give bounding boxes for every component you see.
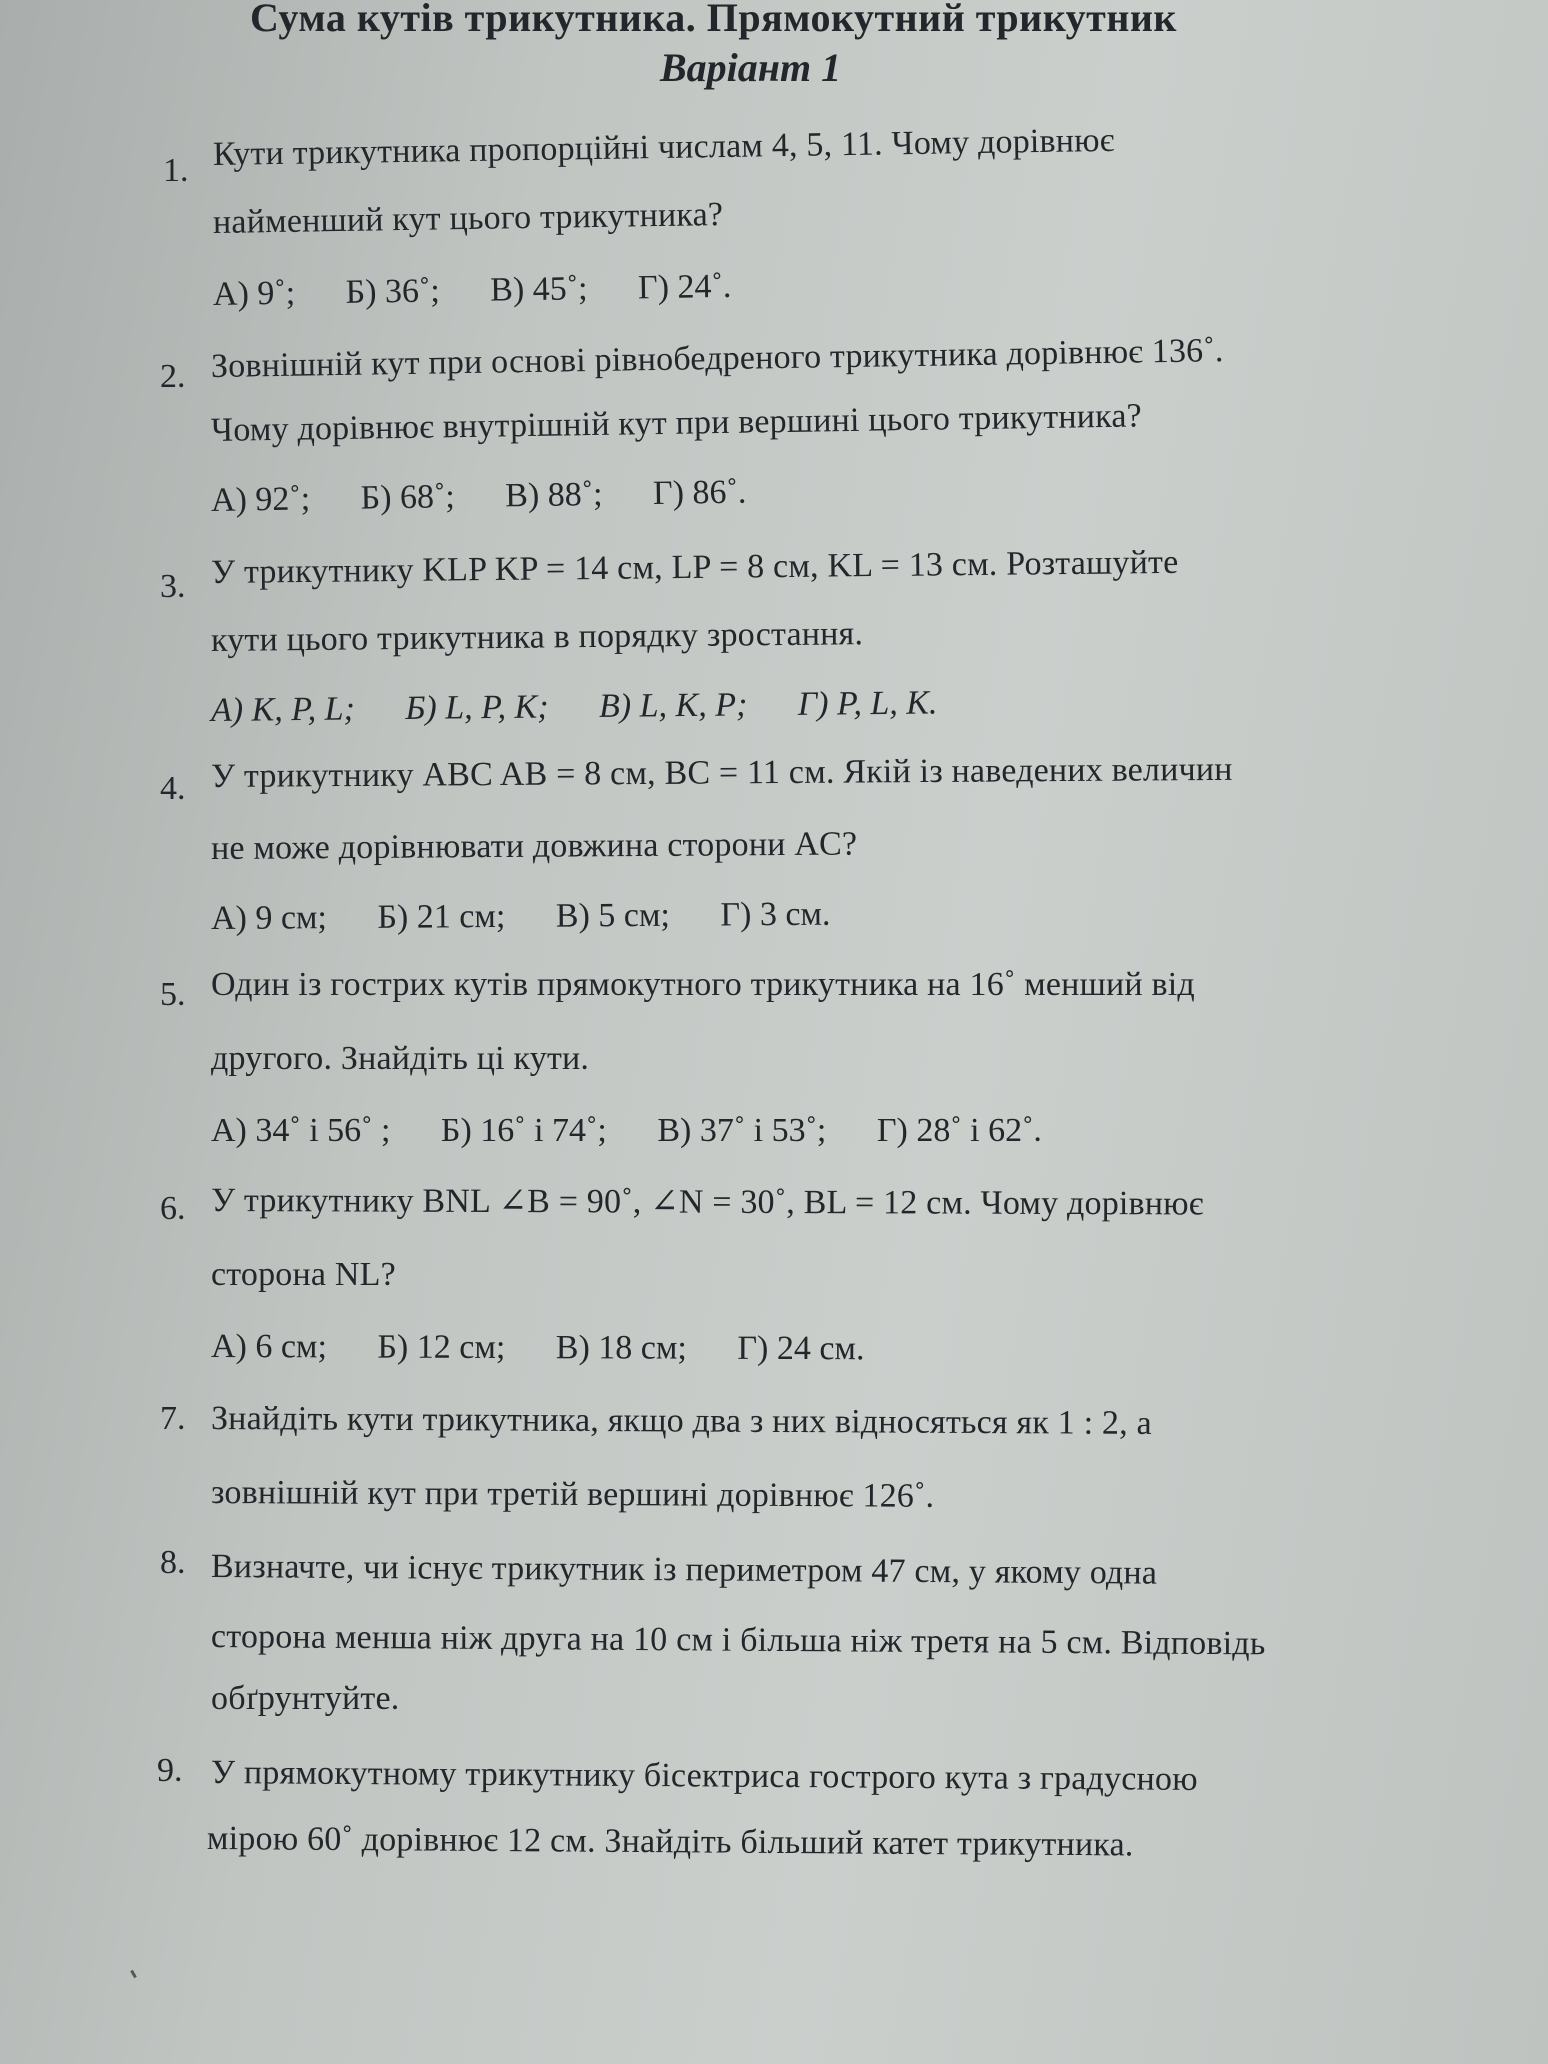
question-text-line: У трикутнику ABC AB = 8 см, BC = 11 см. Якій із наведених величин xyxy=(210,750,1233,795)
question-number: 7. xyxy=(160,1400,186,1437)
answer-option: Б) 16˚ і 74˚; xyxy=(440,1112,607,1149)
question-text-line: кути цього трикутника в порядку зростання. xyxy=(210,615,864,659)
answer-options xyxy=(211,1328,907,1368)
question-number: 6. xyxy=(160,1190,186,1227)
answer-option: Г) 86˚. xyxy=(652,473,747,513)
answer-option: Б) 12 см; xyxy=(377,1328,506,1367)
answer-option: В) 18 см; xyxy=(555,1329,687,1367)
answer-options xyxy=(211,684,980,730)
question-number: 2. xyxy=(160,358,186,395)
variant-heading: Варіант 1 xyxy=(660,45,842,90)
answer-option: Г) 24 см. xyxy=(737,1329,865,1368)
question-text-line: сторона NL? xyxy=(211,1256,396,1293)
question-text-line: Кути трикутника пропорційні числам 4, 5, 11. Чому дорівнює xyxy=(212,121,1115,173)
answer-option: В) 88˚; xyxy=(504,475,603,515)
question-text-line: У трикутнику BNL ∠B = 90˚, ∠N = 30˚, BL = 12 см. Чому дорівнює xyxy=(210,1182,1204,1223)
question-text-line: обґрунтуйте. xyxy=(211,1680,400,1717)
answer-option: А) 34˚ і 56˚ ; xyxy=(211,1112,391,1149)
answer-option: Г) 3 см. xyxy=(720,895,831,934)
answer-option: Б) 36˚; xyxy=(345,272,441,311)
answer-option: А) 9 см; xyxy=(210,899,328,937)
answer-option: В) 45˚; xyxy=(489,270,588,309)
question-number: 4. xyxy=(160,770,186,807)
question-number: 3. xyxy=(160,568,186,605)
question-text-line: У трикутнику KLP KP = 14 см, LP = 8 см, KL = 13 см. Розташуйте xyxy=(210,543,1179,591)
question-text-line: зовнішній кут при третій вершині дорівнює 126˚. xyxy=(210,1474,935,1515)
question-text-line: мірою 60˚ дорівнює 12 см. Знайдіть більший катет трикутника. xyxy=(206,1820,1134,1864)
answer-option: В) 5 см; xyxy=(555,896,671,935)
question-number: 5. xyxy=(160,976,186,1013)
answer-option: А) 9˚; xyxy=(212,274,296,313)
answer-option: А) K, P, L; xyxy=(210,690,356,729)
question-text-line: Знайдіть кути трикутника, якщо два з них відносяться як 1 : 2, а xyxy=(210,1400,1152,1442)
answer-option: В) L, K, P; xyxy=(598,686,748,725)
answer-options xyxy=(211,895,873,938)
question-text-line: найменший кут цього трикутника? xyxy=(212,195,724,241)
question-text-line: сторона менша ніж друга на 10 см і більша ніж третя на 5 см. Відповідь xyxy=(210,1618,1266,1663)
question-text-line: Визначте, чи існує трикутник із периметром 47 см, у якому одна xyxy=(210,1548,1158,1592)
question-number: 1. xyxy=(163,152,189,189)
answer-option: Г) P, L, K. xyxy=(797,684,938,723)
answer-options xyxy=(211,473,789,520)
answer-options xyxy=(213,267,774,314)
answer-option: Г) 24˚. xyxy=(637,267,732,307)
question-text-line: Чому дорівнює внутрішній кут при вершині цього трикутника? xyxy=(210,397,1143,449)
question-text-line: Зовнішній кут при основі рівнобедреного трикутника дорівнює 136˚. xyxy=(210,332,1224,385)
pen-mark xyxy=(130,1970,137,1978)
worksheet-title: Сума кутів трикутника. Прямокутний трикутник xyxy=(250,0,1177,40)
question-text-line: другого. Знайдіть ці кути. xyxy=(211,1040,590,1077)
question-text-line: У прямокутному трикутнику бісектриса гострого кута з градусною xyxy=(210,1754,1198,1798)
answer-option: Б) 21 см; xyxy=(377,897,506,936)
answer-options xyxy=(211,1112,1084,1150)
question-number: 9. xyxy=(157,1752,183,1789)
answer-option: Б) L, P, K; xyxy=(405,688,549,727)
question-number: 8. xyxy=(160,1544,186,1581)
answer-option: Г) 28˚ і 62˚. xyxy=(876,1112,1042,1149)
answer-option: Б) 68˚; xyxy=(360,478,456,517)
answer-option: В) 37˚ і 53˚; xyxy=(657,1112,827,1149)
question-text-line: не може дорівнювати довжина сторони AC? xyxy=(210,825,858,867)
answer-option: А) 6 см; xyxy=(210,1328,328,1366)
question-text-line: Один із гострих кутів прямокутного трикутника на 16˚ менший від xyxy=(211,966,1195,1003)
answer-option: А) 92˚; xyxy=(210,480,311,519)
